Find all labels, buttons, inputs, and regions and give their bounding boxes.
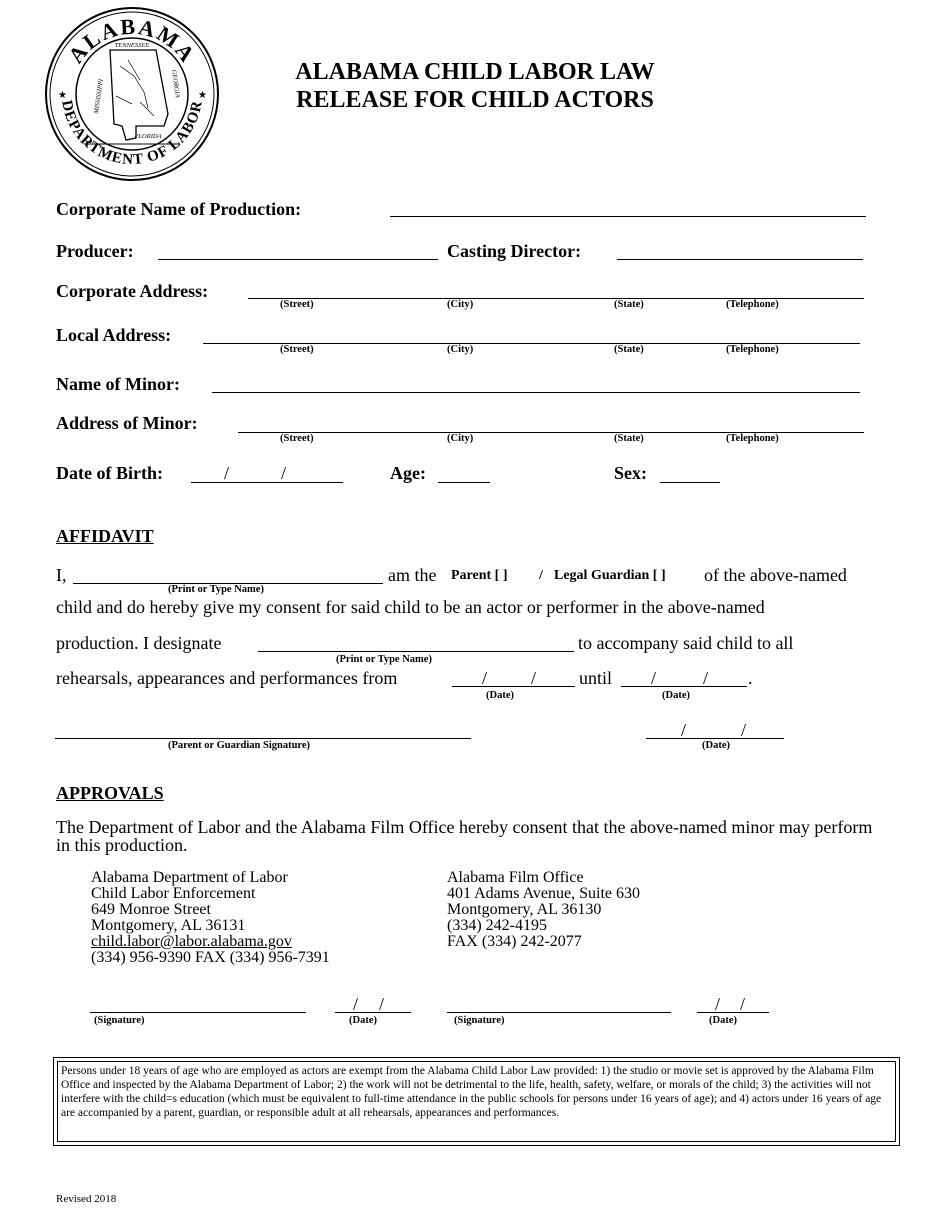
dept-signature-field[interactable] xyxy=(90,1012,306,1013)
film-date-slash-1: / xyxy=(715,994,721,1014)
film-office-date-caption: (Date) xyxy=(709,1015,737,1026)
name-of-minor-label: Name of Minor: xyxy=(56,374,180,394)
from-date-field[interactable] xyxy=(452,686,575,687)
film-office-date-field[interactable] xyxy=(697,1012,769,1013)
seal-map-label-tennessee: TENNESSEE xyxy=(114,42,150,49)
form-title xyxy=(230,58,720,114)
corporate-address-label: Corporate Address: xyxy=(56,281,209,301)
sex-field[interactable] xyxy=(660,482,720,483)
until-date-caption: (Date) xyxy=(662,690,690,701)
dept-of-labor-address xyxy=(91,870,330,966)
affidavit-rehearsals-text: rehearsals, appearances and performances from xyxy=(56,668,398,688)
age-field[interactable] xyxy=(438,482,490,483)
from-date-caption: (Date) xyxy=(486,690,514,701)
revised-date: Revised 2018 xyxy=(56,1193,117,1205)
dept-address-line: 649 Monroe Street xyxy=(91,901,211,918)
date-of-birth-label: Date of Birth: xyxy=(56,463,163,483)
affidavit-consent-line: child and do hereby give my consent for said child to be an actor or performer in the above-named xyxy=(56,597,765,617)
exemption-notice-text: Persons under 18 years of age who are employed as actors are exempt from the Alabama Child Labor Law provided: 1) the studio or movie set is approved by the Alabama Film Office and inspected by the Alabama Department of Labor; 2) the work will not be detrimental to the life, health, safety, welfare, or morals of the child; 3) the activities will not interfere with the child=s education (which must be equivalent to full-time attendance in the public schools for persons under 16 years of age); and 4) actors under 16 years of age are accompanied by a parent, guardian, or responsible adult at all rehearsals, appearances and performances. xyxy=(57,1061,896,1142)
film-date-slash-2: / xyxy=(740,994,746,1014)
seal-star-left: ★ xyxy=(58,90,67,101)
affidavit-designate-text: production. I designate xyxy=(56,633,222,653)
minor-address-street-caption: (Street) xyxy=(280,433,314,444)
local-address-state-caption: (State) xyxy=(614,344,644,355)
film-address-line: 401 Adams Avenue, Suite 630 xyxy=(447,885,641,902)
dept-date-slash-2: / xyxy=(379,994,385,1014)
affidavit-period: . xyxy=(748,668,753,688)
option-separator: / xyxy=(539,568,543,583)
minor-address-state-caption: (State) xyxy=(614,433,644,444)
approvals-heading: APPROVALS xyxy=(56,783,164,803)
film-office-address xyxy=(447,870,640,950)
film-address-line: FAX (334) 242-2077 xyxy=(447,933,582,950)
corporate-address-state-caption: (State) xyxy=(614,299,644,310)
department-of-labor-seal xyxy=(44,6,220,182)
seal-bottom-text: DEPARTMENT OF LABOR xyxy=(58,99,206,169)
until-date-slash-2: / xyxy=(703,668,709,688)
affidavit-of-the: of the above-named xyxy=(704,565,847,585)
seal-top-text: ALABAMA xyxy=(63,13,201,68)
affidavit-i-text: I, xyxy=(56,565,67,585)
casting-director-field[interactable] xyxy=(617,259,863,260)
from-date-slash-1: / xyxy=(482,668,488,688)
affidavit-am-the: am the xyxy=(388,565,437,585)
alabama-map-outline xyxy=(110,50,168,140)
producer-label: Producer: xyxy=(56,241,134,261)
designee-name-caption: (Print or Type Name) xyxy=(336,654,432,665)
film-address-line: Montgomery, AL 36130 xyxy=(447,901,602,918)
seal-map-label-mississippi: MISSISSIPPI xyxy=(93,78,105,115)
until-date-slash-1: / xyxy=(651,668,657,688)
affiant-name-caption: (Print or Type Name) xyxy=(168,584,264,595)
local-address-label: Local Address: xyxy=(56,325,172,345)
date-of-birth-field[interactable] xyxy=(191,482,343,483)
dept-address-line: Alabama Department of Labor xyxy=(91,869,288,886)
film-office-signature-caption: (Signature) xyxy=(454,1015,505,1026)
dept-email-link[interactable]: child.labor@labor.alabama.gov xyxy=(91,933,292,950)
seal-map-label-georgia: GEORGIA xyxy=(170,69,181,99)
dept-date-slash-1: / xyxy=(353,994,359,1014)
film-address-line: Alabama Film Office xyxy=(447,869,584,886)
approvals-statement: The Department of Labor and the Alabama Film Office hereby consent that the above-named minor may perform in this production. xyxy=(56,817,873,855)
corporate-address-telephone-caption: (Telephone) xyxy=(726,299,779,310)
film-office-signature-field[interactable] xyxy=(447,1012,671,1013)
dob-slash-2: / xyxy=(281,463,287,483)
local-address-telephone-caption: (Telephone) xyxy=(726,344,779,355)
guardian-signature-date-caption: (Date) xyxy=(702,740,730,751)
guardian-signature-date-field[interactable] xyxy=(646,738,784,739)
corporate-address-street-caption: (Street) xyxy=(280,299,314,310)
film-address-line: (334) 242-4195 xyxy=(447,917,547,934)
guardian-signature-field[interactable] xyxy=(55,738,471,739)
title-line-2: RELEASE FOR CHILD ACTORS xyxy=(296,87,654,113)
affidavit-heading: AFFIDAVIT xyxy=(56,526,154,546)
designee-name-field[interactable] xyxy=(258,651,574,652)
affidavit-until-text: until xyxy=(579,668,613,688)
sig-date-slash-1: / xyxy=(681,720,687,740)
dept-address-line: Montgomery, AL 36131 xyxy=(91,917,246,934)
legal-guardian-checkbox-option[interactable]: Legal Guardian [ ] xyxy=(554,568,666,583)
dept-date-field[interactable] xyxy=(335,1012,411,1013)
until-date-field[interactable] xyxy=(621,686,747,687)
parent-checkbox-option[interactable]: Parent [ ] xyxy=(451,568,508,583)
sex-label: Sex: xyxy=(614,463,647,483)
local-address-street-caption: (Street) xyxy=(280,344,314,355)
affidavit-accompany-text: to accompany said child to all xyxy=(578,633,794,653)
corporate-name-field[interactable] xyxy=(390,216,866,217)
title-line-1: ALABAMA CHILD LABOR LAW xyxy=(295,59,655,85)
seal-star-right: ★ xyxy=(198,90,207,101)
exemption-notice-box xyxy=(53,1057,900,1146)
local-address-city-caption: (City) xyxy=(447,344,474,355)
dept-address-line: Child Labor Enforcement xyxy=(91,885,256,902)
corporate-name-label: Corporate Name of Production: xyxy=(56,199,302,219)
name-of-minor-field[interactable] xyxy=(212,392,860,393)
address-of-minor-label: Address of Minor: xyxy=(56,413,198,433)
from-date-slash-2: / xyxy=(531,668,537,688)
dept-signature-caption: (Signature) xyxy=(94,1015,145,1026)
minor-address-city-caption: (City) xyxy=(447,433,474,444)
guardian-signature-caption: (Parent or Guardian Signature) xyxy=(168,740,311,751)
producer-field[interactable] xyxy=(158,259,438,260)
casting-director-label: Casting Director: xyxy=(447,241,582,261)
seal-graphic xyxy=(44,6,220,182)
dept-date-caption: (Date) xyxy=(349,1015,377,1026)
sig-date-slash-2: / xyxy=(741,720,747,740)
dept-address-line: (334) 956-9390 FAX (334) 956-7391 xyxy=(91,949,330,966)
seal-map-label-florida: FLORIDA xyxy=(134,133,162,140)
corporate-address-city-caption: (City) xyxy=(447,299,474,310)
minor-address-telephone-caption: (Telephone) xyxy=(726,433,779,444)
dob-slash-1: / xyxy=(224,463,230,483)
age-label: Age: xyxy=(390,463,426,483)
